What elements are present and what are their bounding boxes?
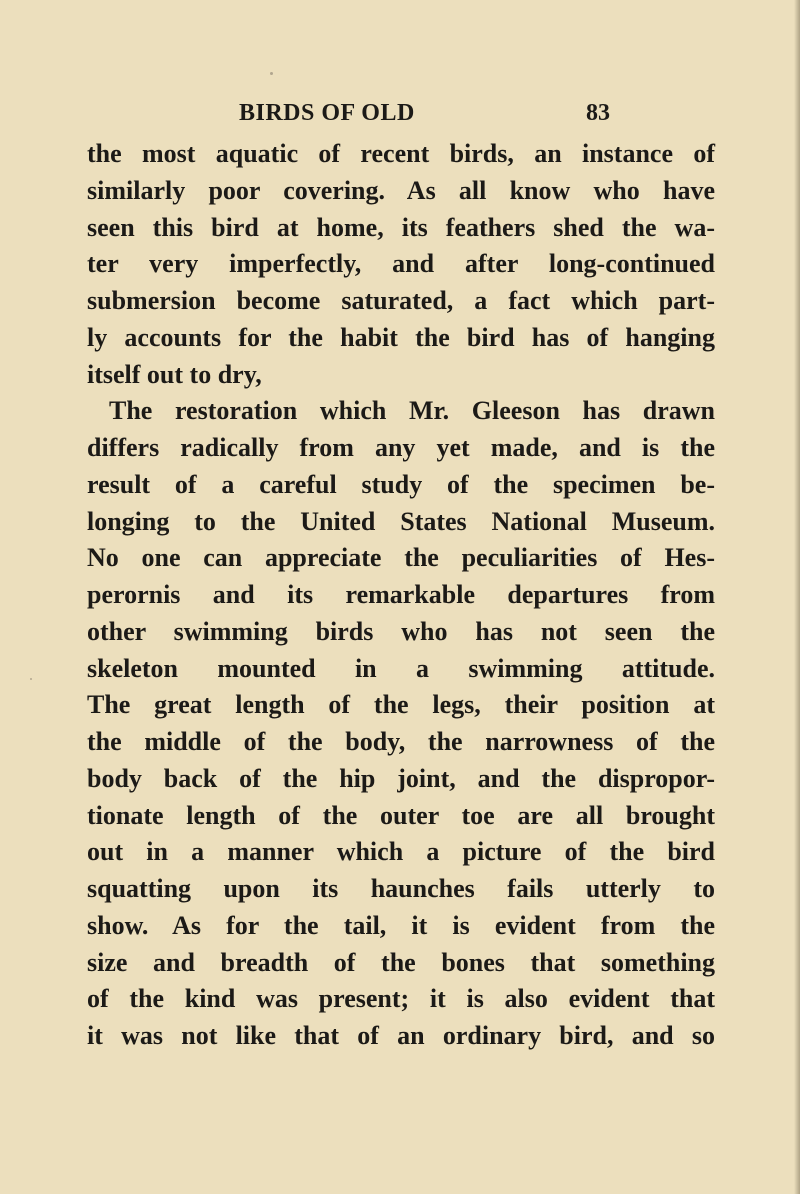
text-line: skeleton mounted in a swimming attitude. [87, 653, 715, 683]
text-line: The restoration which Mr. Gleeson has drawn [109, 396, 715, 426]
text-line: The great length of the legs, their position at [87, 690, 715, 720]
text-line: the most aquatic of recent birds, an instance of [87, 139, 715, 168]
text-line: it was not like that of an ordinary bird, and so [87, 1021, 715, 1050]
text-line: other swimming birds who has not seen the [87, 616, 715, 646]
text-line: ter very imperfectly, and after long-continued [87, 249, 715, 279]
text-line: show. As for the tail, it is evident from the [87, 910, 715, 940]
text-line: tionate length of the outer toe are all brought [87, 800, 715, 830]
text-line: itself out to dry, [87, 359, 262, 389]
text-line: No one can appreciate the peculiarities of Hes- [87, 543, 715, 573]
text-line: ly accounts for the habit the bird has of hanging [87, 322, 715, 352]
paper-speck [30, 678, 32, 680]
text-line: submersion become saturated, a fact which part- [87, 286, 715, 315]
text-line: body back of the hip joint, and the dispropor- [87, 763, 715, 793]
text-line: the middle of the body, the narrowness of the [87, 727, 715, 756]
body-text [87, 136, 715, 1055]
text-line: result of a careful study of the specimen be- [87, 469, 715, 499]
text-line: perornis and its remarkable departures from [87, 580, 715, 609]
page-header [0, 100, 800, 130]
text-line: longing to the United States National Museum. [87, 506, 715, 536]
page-edge-shadow [794, 0, 800, 1194]
text-line: similarly poor covering. As all know who have [87, 175, 715, 205]
text-line: differs radically from any yet made, and is the [87, 433, 715, 462]
text-line: out in a manner which a picture of the bird [87, 837, 715, 867]
text-line: seen this bird at home, its feathers shed the wa- [87, 212, 715, 242]
running-title: BIRDS OF OLD [239, 100, 415, 126]
page-number: 83 [586, 100, 610, 126]
paper-speck [270, 72, 273, 75]
text-line: of the kind was present; it is also evident that [87, 984, 715, 1014]
text-line: size and breadth of the bones that something [87, 947, 715, 977]
text-line: squatting upon its haunches fails utterly to [87, 874, 715, 903]
